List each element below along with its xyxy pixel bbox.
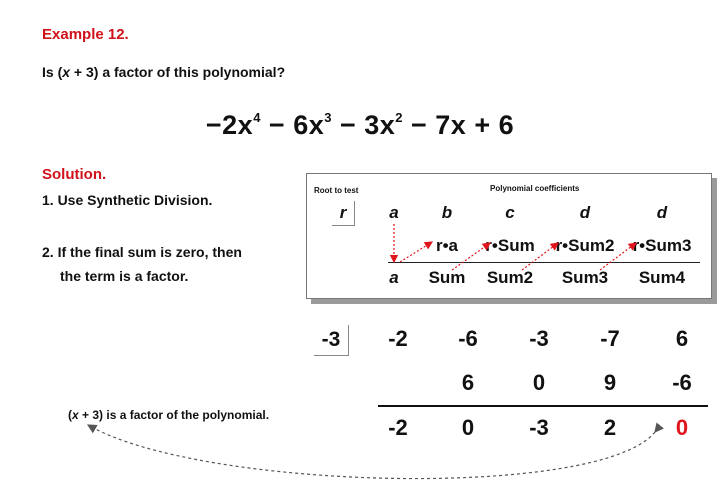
poly-term-2-exponent: 3 [324,110,332,125]
ref-arrow-diag-2 [452,243,490,270]
division-coef-3: -3 [529,326,549,351]
division-remainder: 0 [675,415,689,440]
ref-arrow-diag-3 [522,243,558,270]
division-coef-1: -2 [388,326,408,351]
ref-product-1: r•a [435,236,459,255]
conclusion-suffix: + 3) is a factor of the polynomial. [78,408,270,422]
ref-arrow-diag-4 [600,243,636,270]
poly-term-3-base: − 3x [331,110,396,140]
poly-term-1-base: −2x [205,110,254,140]
ref-product-3: r•Sum2 [555,236,615,255]
ref-sum-4: Sum4 [638,268,686,287]
ref-product-4: r•Sum3 [632,236,692,255]
conclusion-variable: x [72,408,79,422]
ref-coef-c: c [505,203,515,222]
ref-coef-b: b [441,203,453,222]
remainder-to-conclusion-arrow [88,425,655,479]
ref-sum-2: Sum2 [486,268,534,287]
poly-term-1-exponent: 4 [253,110,261,125]
question-variable: x [62,64,71,80]
ref-coef-d-last: d [656,203,668,222]
division-product-4: -6 [672,370,692,395]
root-to-test-label: Root to test [314,186,359,195]
solution-step-1: 1. Use Synthetic Division. [42,192,213,208]
division-root: -3 [314,325,349,356]
example-title: Example 12. [42,26,129,43]
division-sum-2: 0 [461,415,475,440]
division-product-1: 6 [461,370,475,395]
solution-step-2-line-2: the term is a factor. [60,268,189,284]
conclusion-prefix: ( [68,408,72,422]
division-product-3: 9 [603,370,617,395]
ref-coef-d: d [579,203,591,222]
ref-sum-1: Sum [428,268,466,287]
ref-product-2: r•Sum [485,236,535,255]
ref-coef-a: a [389,203,399,222]
poly-term-2-base: − 6x [260,110,325,140]
poly-term-3-exponent: 2 [395,110,404,125]
reference-root-symbol: r [332,201,355,226]
division-sum-4: 2 [603,415,617,440]
division-coef-2: -6 [458,326,478,351]
division-sum-3: -3 [529,415,549,440]
division-coef-5: 6 [675,326,689,351]
poly-term-4-base: − 7x + 6 [403,110,515,140]
question-suffix: + 3) a factor of this polynomial? [70,64,286,80]
division-sum-1: -2 [388,415,408,440]
question-prefix: Is ( [42,64,63,80]
ref-arrow-diag-1 [400,242,432,262]
ref-sum-3: Sum3 [561,268,609,287]
ref-sum-a: a [389,268,399,287]
polynomial-coefficients-label: Polynomial coefficients [490,184,580,193]
solution-step-2-line-1: 2. If the final sum is zero, then [42,244,242,260]
division-product-2: 0 [532,370,546,395]
solution-title: Solution. [42,166,107,183]
division-coef-4: -7 [600,326,620,351]
